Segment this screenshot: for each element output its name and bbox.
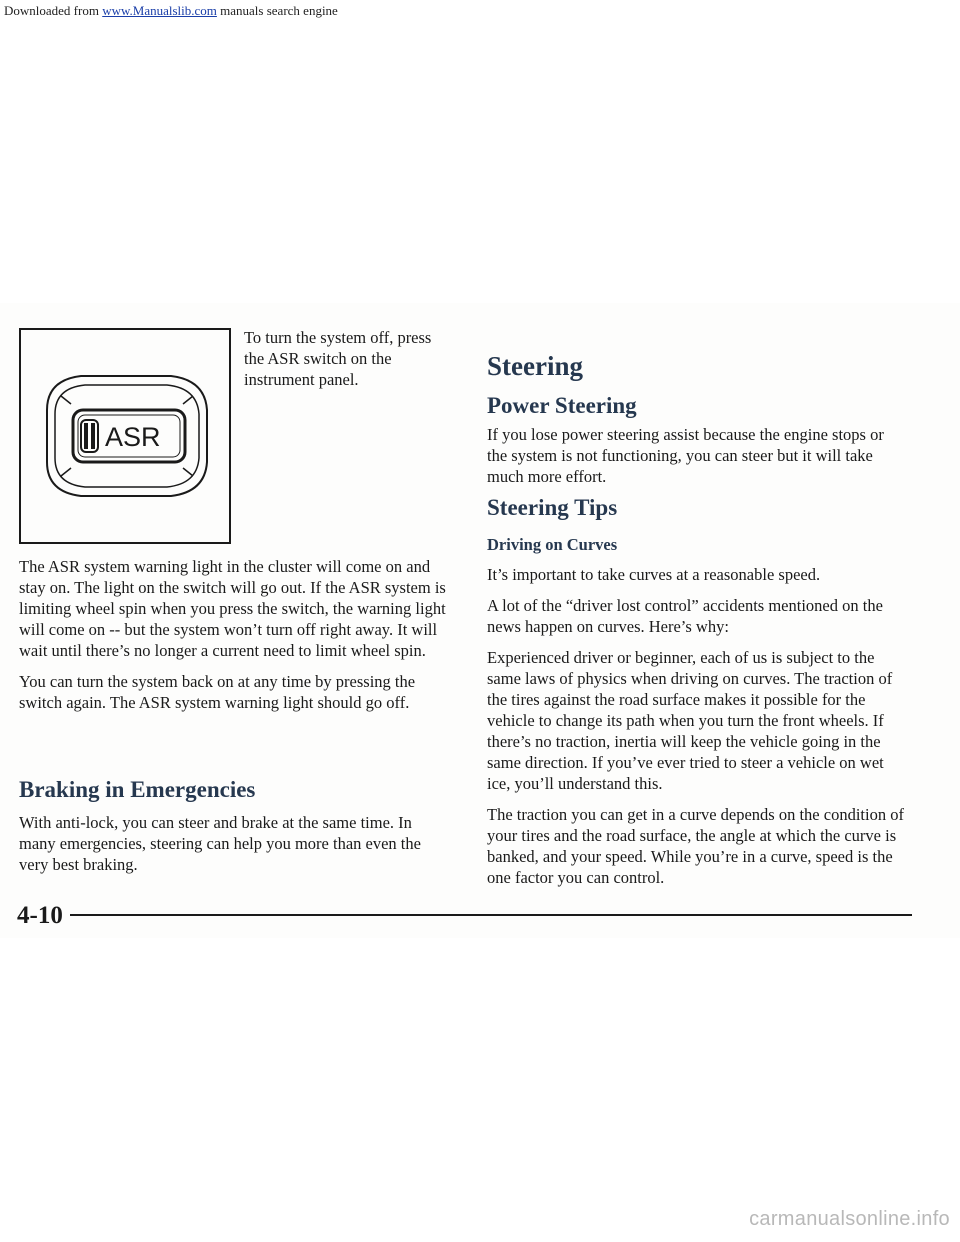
manualslib-link[interactable]: www.Manualslib.com [102,3,217,18]
paragraph: The ASR system warning light in the cluster will come on and stay on. The light on the switch will go out. If the ASR system is limiting wheel spin when you press the switch, the warning light will come on -- but the system won’t turn off right away. It will wait until there’s no longer a current need to limit wheel spin. [19,557,446,660]
footer-rule [70,914,912,916]
page-number: 4-10 [17,902,63,929]
watermark-suffix: manuals search engine [216,3,338,18]
section-heading: Steering Tips [487,495,618,520]
power-steering-heading [487,392,637,420]
driving-on-curves-heading [487,535,617,555]
asr-warning-text [19,556,449,713]
paragraph: If you lose power steering assist because the engine stops or the system is not functioning, you can steer but it will take much more effort. [487,425,884,486]
asr-switch-icon [21,330,229,542]
section-heading: Power Steering [487,393,637,418]
chapter-title: Steering [487,351,583,381]
asr-button-label: ASR [105,422,161,452]
paragraph: With anti-lock, you can steer and brake at the same time. In many emergencies, steering can help you more than even the very best braking. [19,813,421,874]
paragraph: It’s important to take curves at a reasonable speed. [487,565,821,584]
watermark-prefix: Downloaded from [4,3,103,18]
caption-text: To turn the system off, press the ASR switch on the instrument panel. [244,328,432,389]
site-watermark: carmanualsonline.info [749,1208,950,1230]
asr-switch-illustration [19,328,231,544]
subsection-heading: Driving on Curves [487,535,618,554]
steering-chapter-title [487,350,583,382]
paragraph: The traction you can get in a curve depends on the condition of your tires and the road surface, the angle at which the curve is banked, and your speed. While you’re in a curve, speed is the one factor you can control. [487,805,904,887]
power-steering-body [487,424,907,487]
figure-caption [244,327,444,390]
driving-on-curves-body [487,564,907,888]
braking-section-body [19,812,449,875]
steering-tips-heading [487,494,617,522]
paragraph: You can turn the system back on at any time by pressing the switch again. The ASR system warning light should go off. [19,672,416,712]
section-heading: Braking in Emergencies [19,777,256,802]
paragraph: Experienced driver or beginner, each of us is subject to the same laws of physics when driving on curves. The traction of the tires against the road surface makes it possible for the vehicle to change its path when you turn the front wheels. If there’s no traction, inertia will keep the vehicle going in the same direction. If you’ve ever tried to steer a vehicle on wet ice, you’ll understand this. [487,648,893,793]
braking-section-heading [19,776,255,804]
download-watermark [4,3,338,19]
paragraph: A lot of the “driver lost control” accidents mentioned on the news happen on curves. Here’s why: [487,596,883,636]
